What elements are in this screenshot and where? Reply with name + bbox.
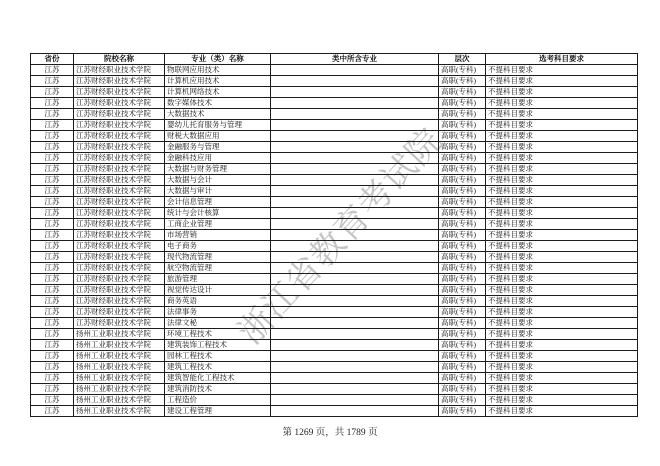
cell-level: 高职(专科) [439,274,486,285]
table-row [31,87,638,98]
cell-major-name: 婴幼儿托育服务与管理 [165,120,271,131]
cell-college-name: 江苏财经职业技术学院 [74,307,165,318]
cell-level: 高职(专科) [439,131,486,142]
cell-subject-requirement: 不提科目要求 [486,76,638,87]
cell-province: 江苏 [31,252,74,263]
cell-province: 江苏 [31,263,74,274]
cell-subject-requirement: 不提科目要求 [486,263,638,274]
cell-subject-requirement: 不提科目要求 [486,274,638,285]
cell-major-name: 航空物流管理 [165,263,271,274]
table-row [31,296,638,307]
table-row [31,219,638,230]
cell-subject-requirement: 不提科目要求 [486,142,638,153]
cell-subject-requirement: 不提科目要求 [486,87,638,98]
cell-contained-majors [271,263,439,274]
cell-contained-majors [271,87,439,98]
table-row [31,164,638,175]
cell-province: 江苏 [31,329,74,340]
table-row [31,109,638,120]
cell-major-name: 大数据与会计 [165,175,271,186]
cell-province: 江苏 [31,153,74,164]
table-row [31,384,638,395]
table-row [31,373,638,384]
cell-level: 高职(专科) [439,307,486,318]
cell-contained-majors [271,219,439,230]
cell-level: 高职(专科) [439,164,486,175]
cell-subject-requirement: 不提科目要求 [486,98,638,109]
cell-level: 高职(专科) [439,340,486,351]
cell-major-name: 大数据技术 [165,109,271,120]
cell-province: 江苏 [31,131,74,142]
cell-college-name: 扬州工业职业技术学院 [74,406,165,417]
table-row [31,252,638,263]
column-header: 专业（类）名称 [165,54,271,65]
cell-major-name: 现代物流管理 [165,252,271,263]
cell-subject-requirement: 不提科目要求 [486,65,638,76]
cell-major-name: 工程造价 [165,395,271,406]
cell-major-name: 物联网应用技术 [165,65,271,76]
cell-major-name: 建筑工程技术 [165,362,271,373]
table-row [31,98,638,109]
cell-level: 高职(专科) [439,208,486,219]
cell-subject-requirement: 不提科目要求 [486,351,638,362]
cell-province: 江苏 [31,351,74,362]
cell-level: 高职(专科) [439,142,486,153]
cell-contained-majors [271,274,439,285]
cell-major-name: 计算机网络技术 [165,87,271,98]
column-header: 院校名称 [74,54,165,65]
cell-province: 江苏 [31,230,74,241]
cell-subject-requirement: 不提科目要求 [486,384,638,395]
cell-level: 高职(专科) [439,109,486,120]
cell-college-name: 江苏财经职业技术学院 [74,296,165,307]
table-row [31,76,638,87]
cell-college-name: 江苏财经职业技术学院 [74,164,165,175]
cell-major-name: 法律文秘 [165,318,271,329]
cell-subject-requirement: 不提科目要求 [486,109,638,120]
table-row [31,120,638,131]
table-row [31,362,638,373]
table-row [31,274,638,285]
cell-major-name: 统计与会计核算 [165,208,271,219]
cell-major-name: 建设工程管理 [165,406,271,417]
cell-major-name: 商务英语 [165,296,271,307]
cell-subject-requirement: 不提科目要求 [486,362,638,373]
cell-subject-requirement: 不提科目要求 [486,219,638,230]
cell-major-name: 建筑消防技术 [165,384,271,395]
cell-subject-requirement: 不提科目要求 [486,296,638,307]
cell-college-name: 江苏财经职业技术学院 [74,186,165,197]
cell-college-name: 扬州工业职业技术学院 [74,384,165,395]
cell-contained-majors [271,252,439,263]
cell-college-name: 江苏财经职业技术学院 [74,98,165,109]
cell-province: 江苏 [31,384,74,395]
cell-contained-majors [271,318,439,329]
cell-level: 高职(专科) [439,65,486,76]
cell-contained-majors [271,208,439,219]
cell-province: 江苏 [31,197,74,208]
cell-contained-majors [271,142,439,153]
cell-major-name: 建筑装饰工程技术 [165,340,271,351]
cell-major-name: 大数据与审计 [165,186,271,197]
cell-province: 江苏 [31,340,74,351]
cell-level: 高职(专科) [439,98,486,109]
cell-subject-requirement: 不提科目要求 [486,131,638,142]
cell-subject-requirement: 不提科目要求 [486,406,638,417]
cell-province: 江苏 [31,98,74,109]
cell-level: 高职(专科) [439,395,486,406]
cell-major-name: 数字媒体技术 [165,98,271,109]
cell-level: 高职(专科) [439,120,486,131]
cell-level: 高职(专科) [439,252,486,263]
cell-college-name: 扬州工业职业技术学院 [74,362,165,373]
cell-subject-requirement: 不提科目要求 [486,285,638,296]
column-header: 类中所含专业 [271,54,439,65]
cell-contained-majors [271,65,439,76]
table-row [31,406,638,417]
column-header: 选考科目要求 [486,54,638,65]
cell-subject-requirement: 不提科目要求 [486,186,638,197]
cell-college-name: 江苏财经职业技术学院 [74,120,165,131]
table-row [31,241,638,252]
cell-province: 江苏 [31,219,74,230]
cell-contained-majors [271,175,439,186]
table-row [31,186,638,197]
cell-contained-majors [271,98,439,109]
cell-province: 江苏 [31,318,74,329]
cell-level: 高职(专科) [439,175,486,186]
cell-college-name: 江苏财经职业技术学院 [74,263,165,274]
cell-subject-requirement: 不提科目要求 [486,252,638,263]
page-number-footer: 第 1269 页，共 1789 页 [282,428,378,438]
cell-college-name: 扬州工业职业技术学院 [74,340,165,351]
cell-college-name: 扬州工业职业技术学院 [74,373,165,384]
cell-province: 江苏 [31,142,74,153]
cell-level: 高职(专科) [439,76,486,87]
cell-college-name: 扬州工业职业技术学院 [74,329,165,340]
cell-contained-majors [271,109,439,120]
cell-college-name: 江苏财经职业技术学院 [74,87,165,98]
table-row [31,208,638,219]
cell-level: 高职(专科) [439,87,486,98]
cell-province: 江苏 [31,274,74,285]
cell-contained-majors [271,186,439,197]
cell-major-name: 环境工程技术 [165,329,271,340]
cell-level: 高职(专科) [439,230,486,241]
cell-province: 江苏 [31,285,74,296]
cell-level: 高职(专科) [439,197,486,208]
table-row [31,318,638,329]
cell-contained-majors [271,340,439,351]
cell-province: 江苏 [31,65,74,76]
cell-college-name: 江苏财经职业技术学院 [74,252,165,263]
cell-subject-requirement: 不提科目要求 [486,373,638,384]
cell-college-name: 江苏财经职业技术学院 [74,230,165,241]
cell-subject-requirement: 不提科目要求 [486,340,638,351]
cell-major-name: 金融科技应用 [165,153,271,164]
admissions-majors-table [30,53,638,417]
table-row [31,142,638,153]
cell-level: 高职(专科) [439,186,486,197]
cell-college-name: 江苏财经职业技术学院 [74,285,165,296]
cell-level: 高职(专科) [439,285,486,296]
cell-college-name: 江苏财经职业技术学院 [74,76,165,87]
cell-contained-majors [271,153,439,164]
cell-major-name: 金融服务与管理 [165,142,271,153]
watermark-text: 浙江省教育考试院 [231,121,450,352]
cell-contained-majors [271,296,439,307]
cell-subject-requirement: 不提科目要求 [486,208,638,219]
table-row [31,307,638,318]
cell-major-name: 工商企业管理 [165,219,271,230]
cell-contained-majors [271,384,439,395]
cell-college-name: 扬州工业职业技术学院 [74,395,165,406]
table-row [31,197,638,208]
cell-province: 江苏 [31,373,74,384]
cell-level: 高职(专科) [439,362,486,373]
cell-province: 江苏 [31,395,74,406]
cell-level: 高职(专科) [439,153,486,164]
cell-contained-majors [271,285,439,296]
cell-province: 江苏 [31,307,74,318]
cell-contained-majors [271,362,439,373]
cell-major-name: 会计信息管理 [165,197,271,208]
cell-subject-requirement: 不提科目要求 [486,153,638,164]
cell-province: 江苏 [31,406,74,417]
cell-college-name: 江苏财经职业技术学院 [74,142,165,153]
table-row [31,175,638,186]
cell-level: 高职(专科) [439,329,486,340]
cell-college-name: 江苏财经职业技术学院 [74,197,165,208]
cell-subject-requirement: 不提科目要求 [486,395,638,406]
cell-major-name: 市场营销 [165,230,271,241]
cell-contained-majors [271,131,439,142]
cell-college-name: 江苏财经职业技术学院 [74,175,165,186]
cell-major-name: 电子商务 [165,241,271,252]
cell-major-name: 法律事务 [165,307,271,318]
table-row [31,153,638,164]
cell-college-name: 扬州工业职业技术学院 [74,351,165,362]
cell-major-name: 旅游管理 [165,274,271,285]
cell-level: 高职(专科) [439,384,486,395]
cell-province: 江苏 [31,76,74,87]
cell-contained-majors [271,329,439,340]
cell-subject-requirement: 不提科目要求 [486,318,638,329]
table-row [31,131,638,142]
cell-college-name: 江苏财经职业技术学院 [74,219,165,230]
cell-level: 高职(专科) [439,263,486,274]
cell-level: 高职(专科) [439,296,486,307]
cell-college-name: 江苏财经职业技术学院 [74,318,165,329]
cell-province: 江苏 [31,175,74,186]
cell-contained-majors [271,395,439,406]
cell-province: 江苏 [31,296,74,307]
column-header: 省份 [31,54,74,65]
cell-province: 江苏 [31,87,74,98]
cell-contained-majors [271,241,439,252]
cell-subject-requirement: 不提科目要求 [486,197,638,208]
table-header-row [31,54,638,65]
cell-contained-majors [271,197,439,208]
cell-subject-requirement: 不提科目要求 [486,329,638,340]
cell-major-name: 计算机应用技术 [165,76,271,87]
cell-province: 江苏 [31,241,74,252]
cell-contained-majors [271,120,439,131]
cell-contained-majors [271,351,439,362]
cell-college-name: 江苏财经职业技术学院 [74,274,165,285]
table-row [31,230,638,241]
cell-college-name: 江苏财经职业技术学院 [74,241,165,252]
cell-college-name: 江苏财经职业技术学院 [74,153,165,164]
table-row [31,65,638,76]
table-row [31,329,638,340]
cell-contained-majors [271,406,439,417]
cell-college-name: 江苏财经职业技术学院 [74,65,165,76]
table-row [31,395,638,406]
cell-level: 高职(专科) [439,219,486,230]
cell-major-name: 视觉传达设计 [165,285,271,296]
cell-major-name: 大数据与财务管理 [165,164,271,175]
cell-province: 江苏 [31,109,74,120]
cell-subject-requirement: 不提科目要求 [486,164,638,175]
cell-major-name: 建筑智能化工程技术 [165,373,271,384]
cell-province: 江苏 [31,208,74,219]
cell-province: 江苏 [31,362,74,373]
cell-college-name: 江苏财经职业技术学院 [74,109,165,120]
table-row [31,340,638,351]
table-header [31,54,638,65]
cell-province: 江苏 [31,120,74,131]
cell-level: 高职(专科) [439,373,486,384]
cell-major-name: 财税大数据应用 [165,131,271,142]
cell-subject-requirement: 不提科目要求 [486,230,638,241]
cell-subject-requirement: 不提科目要求 [486,241,638,252]
cell-contained-majors [271,76,439,87]
cell-province: 江苏 [31,186,74,197]
cell-province: 江苏 [31,164,74,175]
cell-subject-requirement: 不提科目要求 [486,120,638,131]
cell-level: 高职(专科) [439,351,486,362]
table-body [31,65,638,417]
cell-subject-requirement: 不提科目要求 [486,307,638,318]
cell-level: 高职(专科) [439,318,486,329]
table-row [31,351,638,362]
cell-subject-requirement: 不提科目要求 [486,175,638,186]
cell-level: 高职(专科) [439,241,486,252]
cell-contained-majors [271,373,439,384]
cell-contained-majors [271,230,439,241]
table-row [31,263,638,274]
cell-level: 高职(专科) [439,406,486,417]
cell-college-name: 江苏财经职业技术学院 [74,208,165,219]
cell-major-name: 园林工程技术 [165,351,271,362]
cell-contained-majors [271,164,439,175]
column-header: 层次 [439,54,486,65]
cell-contained-majors [271,307,439,318]
cell-college-name: 江苏财经职业技术学院 [74,131,165,142]
table-row [31,285,638,296]
